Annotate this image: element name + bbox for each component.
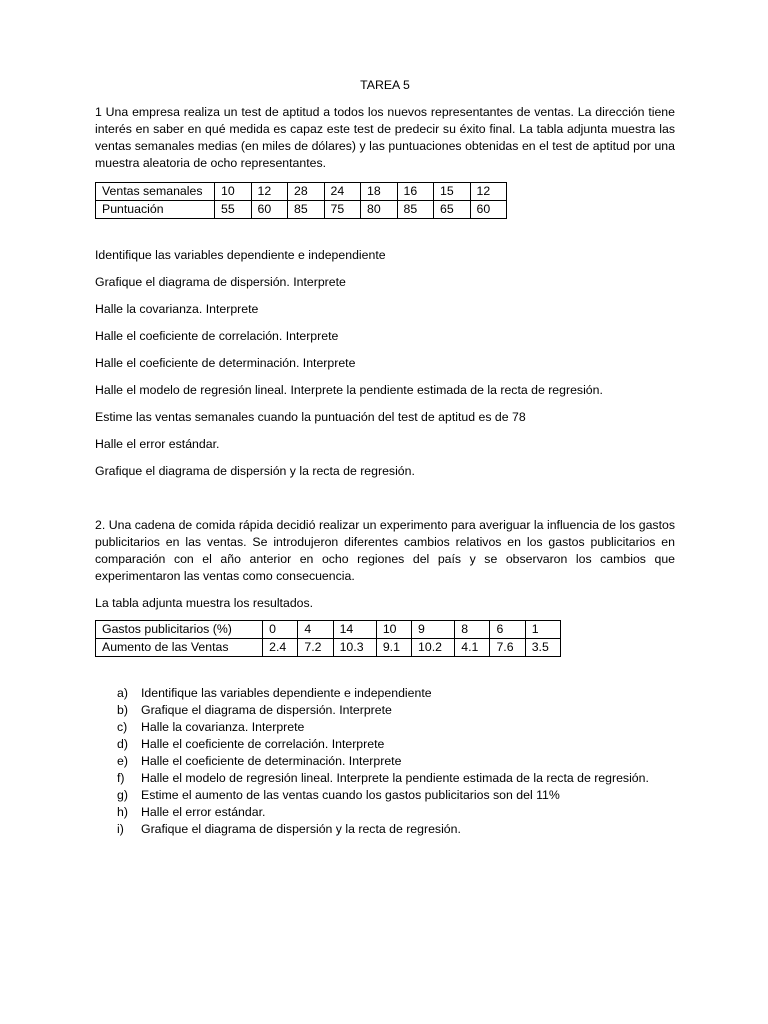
list-item-text: Grafique el diagrama de dispersión y la recta de regresión. — [141, 822, 461, 836]
table-cell: 9.1 — [376, 639, 411, 657]
table-cell: 2.4 — [263, 639, 298, 657]
exercise-2-table — [95, 620, 561, 657]
table-cell: 16 — [397, 183, 434, 201]
list-item-label: e) — [117, 754, 128, 768]
table-cell: 12 — [251, 183, 288, 201]
list-item-text: Halle la covarianza. Interprete — [141, 720, 305, 734]
list-item-text: Grafique el diagrama de dispersión. Interprete — [141, 703, 392, 717]
table-row-label: Ventas semanales — [96, 183, 215, 201]
exercise-1-table — [95, 182, 507, 219]
question: Halle la covarianza. Interprete — [95, 302, 259, 316]
question: Halle el error estándar. — [95, 437, 220, 451]
list-item — [95, 736, 675, 753]
table-row — [96, 201, 507, 219]
table-row — [96, 183, 507, 201]
exercise-1-intro: 1 Una empresa realiza un test de aptitud a todos los nuevos representantes de ventas. La dirección tiene interés en saber en qué medida es capaz este test de predecir su éxito final. La tabla adjunta muestra las ventas semanales medias (en miles de dólares) y las puntuaciones obtenidas en el test de aptitud por una muestra aleatoria de ocho representantes. — [95, 105, 675, 170]
table-cell: 9 — [412, 621, 455, 639]
list-item — [95, 821, 675, 838]
exercise-2-table-intro: La tabla adjunta muestra los resultados. — [95, 596, 314, 610]
question: Halle el coeficiente de correlación. Interprete — [95, 329, 339, 343]
list-item-text: Halle el error estándar. — [141, 805, 266, 819]
question: Estime las ventas semanales cuando la puntuación del test de aptitud es de 78 — [95, 410, 526, 424]
list-item — [95, 770, 675, 787]
table-cell: 60 — [470, 201, 507, 219]
table-row — [96, 639, 561, 657]
list-item-text: Estime el aumento de las ventas cuando los gastos publicitarios son del 11% — [141, 788, 560, 802]
table-cell: 60 — [251, 201, 288, 219]
table-cell: 85 — [288, 201, 325, 219]
table-row-label: Puntuación — [96, 201, 215, 219]
table-cell: 14 — [333, 621, 376, 639]
table-row-label: Aumento de las Ventas — [96, 639, 263, 657]
table-cell: 7.2 — [298, 639, 333, 657]
table-cell: 4 — [298, 621, 333, 639]
list-item-label: h) — [117, 805, 128, 819]
table-cell: 12 — [470, 183, 507, 201]
question: Identifique las variables dependiente e independiente — [95, 248, 386, 262]
table-cell: 85 — [397, 201, 434, 219]
question: Grafique el diagrama de dispersión y la recta de regresión. — [95, 464, 415, 478]
table-cell: 1 — [525, 621, 560, 639]
list-item — [95, 702, 675, 719]
table-row — [96, 621, 561, 639]
list-item-label: i) — [117, 822, 124, 836]
list-item-label: a) — [117, 686, 128, 700]
question: Halle el coeficiente de determinación. Interprete — [95, 356, 356, 370]
list-item-text: Halle el coeficiente de correlación. Interprete — [141, 737, 385, 751]
table-cell: 10 — [215, 183, 252, 201]
table-cell: 75 — [324, 201, 361, 219]
table-row-label: Gastos publicitarios (%) — [96, 621, 263, 639]
table-cell: 10.2 — [412, 639, 455, 657]
exercise-2-questions — [95, 685, 675, 838]
table-cell: 80 — [361, 201, 398, 219]
list-item-label: b) — [117, 703, 128, 717]
table-cell: 0 — [263, 621, 298, 639]
table-cell: 18 — [361, 183, 398, 201]
list-item — [95, 804, 675, 821]
list-item-label: f) — [117, 771, 125, 785]
list-item — [95, 719, 675, 736]
list-item — [95, 787, 675, 804]
table-cell: 15 — [434, 183, 471, 201]
document-title: TAREA 5 — [360, 78, 410, 92]
list-item — [95, 685, 675, 702]
table-cell: 24 — [324, 183, 361, 201]
list-item-text: Halle el modelo de regresión lineal. Interprete la pendiente estimada de la recta de regresión. — [141, 771, 649, 785]
list-item-text: Halle el coeficiente de determinación. Interprete — [141, 754, 402, 768]
exercise-2-intro: 2. Una cadena de comida rápida decidió realizar un experimento para averiguar la influencia de los gastos publicitarios en las ventas. Se introdujeron diferentes cambios relativos en los gastos publicitarios en comparación con el año anterior en ocho regiones del país y se observaron los cambios que experimentaron las ventas como consecuencia. — [95, 518, 675, 583]
table-cell: 55 — [215, 201, 252, 219]
table-cell: 65 — [434, 201, 471, 219]
table-cell: 7.6 — [490, 639, 525, 657]
table-cell: 3.5 — [525, 639, 560, 657]
table-cell: 28 — [288, 183, 325, 201]
question: Halle el modelo de regresión lineal. Interprete la pendiente estimada de la recta de regresión. — [95, 383, 603, 397]
list-item-label: d) — [117, 737, 128, 751]
exercise-1-questions — [95, 247, 675, 480]
question: Grafique el diagrama de dispersión. Interprete — [95, 275, 346, 289]
list-item-text: Identifique las variables dependiente e independiente — [141, 686, 432, 700]
table-cell: 6 — [490, 621, 525, 639]
document-page — [95, 77, 675, 838]
list-item-label: c) — [117, 720, 128, 734]
table-cell: 10.3 — [333, 639, 376, 657]
table-cell: 8 — [455, 621, 490, 639]
list-item — [95, 753, 675, 770]
table-cell: 10 — [376, 621, 411, 639]
table-cell: 4.1 — [455, 639, 490, 657]
list-item-label: g) — [117, 788, 128, 802]
